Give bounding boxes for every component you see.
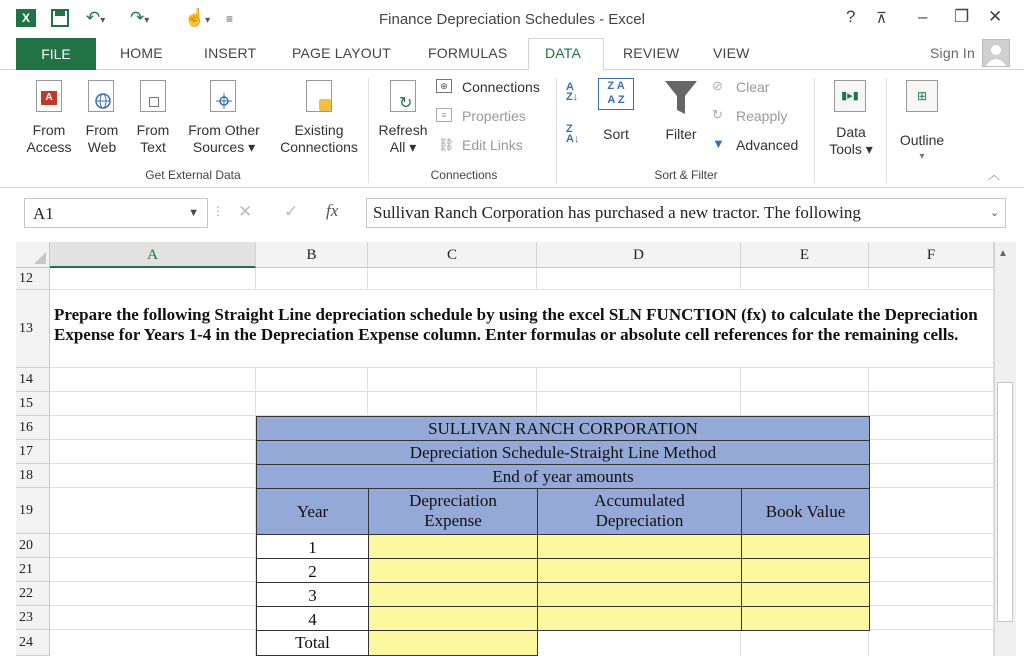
avatar[interactable] bbox=[982, 39, 1010, 67]
book-value-input[interactable] bbox=[741, 558, 870, 583]
row-header-24[interactable]: 24 bbox=[16, 630, 50, 656]
row-header-21[interactable]: 21 bbox=[16, 558, 50, 582]
sort-z-a-icon[interactable]: Z A↓ bbox=[566, 123, 580, 145]
edit-links-icon: ⛓ bbox=[438, 137, 455, 152]
schedule-period[interactable]: End of year amounts bbox=[256, 464, 870, 489]
outline-icon: ⊞ bbox=[906, 80, 938, 112]
book-value-input[interactable] bbox=[741, 606, 870, 631]
depreciation-expense-input[interactable] bbox=[368, 582, 538, 607]
sign-in-link[interactable]: Sign In bbox=[930, 45, 975, 61]
row-header-23[interactable]: 23 bbox=[16, 606, 50, 630]
close-icon[interactable]: ✕ bbox=[988, 7, 1003, 26]
tab-data[interactable]: DATA bbox=[545, 45, 582, 61]
gridline bbox=[367, 268, 368, 290]
group-separator bbox=[814, 78, 815, 183]
tab-insert[interactable]: INSERT bbox=[204, 45, 257, 61]
row-header-13[interactable]: 13 bbox=[16, 290, 50, 368]
collapse-ribbon-icon[interactable]: ︿ bbox=[988, 168, 1001, 182]
data-tools-label-1: Data bbox=[836, 124, 866, 140]
reapply-icon: ↻ bbox=[712, 107, 723, 122]
header-depreciation-expense-label: Depreciation Expense bbox=[409, 491, 497, 530]
column-header-e[interactable]: E bbox=[741, 242, 869, 268]
undo-icon[interactable]: ↶▾ bbox=[86, 8, 106, 27]
total-label-cell[interactable]: Total bbox=[256, 630, 369, 656]
advanced-filter-icon: ▼ bbox=[712, 136, 725, 151]
sort-icon: Z A A Z bbox=[598, 78, 634, 110]
advanced-label: Advanced bbox=[736, 137, 799, 153]
confirm-edit-icon[interactable]: ✓ bbox=[284, 202, 299, 221]
header-accumulated-depreciation[interactable] bbox=[537, 488, 742, 535]
existing-connections-button[interactable] bbox=[274, 76, 364, 162]
ribbon-data bbox=[0, 70, 1024, 188]
header-year-label: Year bbox=[296, 502, 329, 521]
row-header-15[interactable]: 15 bbox=[16, 392, 50, 416]
scroll-up-icon[interactable]: ▲ bbox=[998, 248, 1008, 259]
refresh-label-2: All ▾ bbox=[389, 139, 417, 155]
row-header-20[interactable]: 20 bbox=[16, 534, 50, 558]
help-button[interactable]: ? bbox=[846, 7, 856, 26]
edit-links-button bbox=[436, 136, 536, 156]
gridline bbox=[255, 268, 256, 290]
header-year[interactable] bbox=[256, 488, 369, 535]
depreciation-expense-input[interactable] bbox=[368, 534, 538, 559]
outline-dropdown-icon: ▾ bbox=[919, 151, 925, 162]
column-header-d[interactable]: D bbox=[537, 242, 741, 268]
customize-qat-icon[interactable]: ≡ bbox=[226, 12, 234, 26]
properties-button bbox=[436, 107, 536, 127]
clear-label: Clear bbox=[736, 79, 770, 95]
tab-view[interactable]: VIEW bbox=[713, 45, 750, 61]
row-header-18[interactable]: 18 bbox=[16, 464, 50, 488]
existing-label-2: Connections bbox=[280, 139, 358, 155]
depreciation-expense-input[interactable] bbox=[368, 558, 538, 583]
restore-icon[interactable]: ❐ bbox=[954, 7, 970, 26]
sort-label: Sort bbox=[603, 126, 629, 142]
advanced-button[interactable] bbox=[712, 136, 808, 156]
from-access-label-2: Access bbox=[26, 139, 72, 155]
clear-filter-icon: ⊘ bbox=[712, 78, 723, 93]
tab-home[interactable]: HOME bbox=[120, 45, 163, 61]
reapply-button bbox=[712, 107, 802, 127]
row-header-17[interactable]: 17 bbox=[16, 440, 50, 464]
group-separator bbox=[368, 78, 369, 183]
tab-page-layout[interactable]: PAGE LAYOUT bbox=[292, 45, 391, 61]
header-accumulated-depreciation-label: Accumulated Depreciation bbox=[594, 491, 685, 530]
name-box-value: A1 bbox=[33, 204, 54, 223]
select-all-corner[interactable] bbox=[16, 242, 50, 268]
connections-icon: ⊕ bbox=[436, 79, 452, 93]
text-file-icon bbox=[140, 80, 166, 112]
accumulated-depreciation-input[interactable] bbox=[537, 606, 742, 631]
properties-icon: ≡ bbox=[436, 108, 452, 122]
filter-button[interactable] bbox=[656, 78, 706, 158]
schedule-company-title[interactable]: SULLIVAN RANCH CORPORATION bbox=[256, 416, 870, 441]
from-text-label-2: Text bbox=[140, 139, 166, 155]
formula-bar-grip-icon[interactable]: ⋮ bbox=[212, 204, 224, 218]
group-separator bbox=[886, 78, 887, 183]
connections-button[interactable] bbox=[436, 78, 550, 98]
column-header-c[interactable]: C bbox=[368, 242, 537, 268]
group-label-get-external-data: Get External Data bbox=[145, 168, 241, 182]
formula-bar bbox=[16, 198, 1006, 230]
tab-review[interactable]: REVIEW bbox=[623, 45, 680, 61]
from-other-label-1: From Other bbox=[188, 122, 260, 138]
existing-connections-icon bbox=[306, 80, 332, 112]
window-title: Finance Depreciation Schedules - Excel bbox=[379, 11, 645, 28]
edit-links-label: Edit Links bbox=[462, 137, 523, 153]
row-header-16[interactable]: 16 bbox=[16, 416, 50, 440]
from-access-label-1: From bbox=[32, 122, 66, 138]
from-web-button[interactable] bbox=[80, 76, 124, 162]
from-access-button[interactable] bbox=[24, 76, 74, 162]
total-depreciation-input[interactable] bbox=[368, 630, 538, 656]
gridline bbox=[50, 289, 994, 290]
data-tools-button[interactable] bbox=[822, 78, 880, 164]
refresh-icon: ↻ bbox=[390, 80, 416, 112]
instructions-text[interactable]: Prepare the following Straight Line depreciation schedule by using the excel SLN FUNCTION (fx) to calculate the Depreciation Expense for Years 1-4 in the Depreciation Expense column. Enter formulas or absolute cell references for the remaining cells. bbox=[54, 305, 978, 344]
sort-a-z-icon[interactable]: A Z↓ bbox=[566, 81, 579, 103]
refresh-all-button[interactable] bbox=[374, 76, 432, 162]
schedule-subtitle[interactable]: Depreciation Schedule-Straight Line Method bbox=[256, 440, 870, 465]
web-icon bbox=[88, 80, 114, 112]
book-value-input[interactable] bbox=[741, 582, 870, 607]
gridline bbox=[50, 391, 994, 392]
year-cell[interactable]: 4 bbox=[256, 606, 369, 631]
gridline bbox=[740, 268, 741, 290]
header-book-value-label: Book Value bbox=[765, 502, 846, 521]
from-web-label-2: Web bbox=[87, 139, 117, 155]
outline-label: Outline bbox=[899, 132, 945, 148]
worksheet-grid[interactable] bbox=[16, 242, 994, 656]
column-header-a[interactable]: A bbox=[50, 242, 256, 268]
tab-file[interactable]: FILE bbox=[16, 38, 96, 70]
data-tools-icon: ▮▸▮ bbox=[834, 80, 866, 112]
group-label-sort-filter: Sort & Filter bbox=[654, 168, 718, 182]
filter-label: Filter bbox=[665, 126, 697, 142]
group-label-connections: Connections bbox=[430, 168, 498, 182]
group-separator bbox=[556, 78, 557, 183]
header-depreciation-expense[interactable] bbox=[368, 488, 538, 535]
book-value-input[interactable] bbox=[741, 534, 870, 559]
existing-label-1: Existing bbox=[294, 122, 344, 138]
ribbon-tabs bbox=[0, 38, 1024, 70]
name-box[interactable] bbox=[24, 198, 208, 228]
from-other-label-2: Sources ▾ bbox=[192, 139, 256, 155]
scrollbar-thumb[interactable] bbox=[997, 382, 1013, 622]
gridline bbox=[50, 367, 994, 368]
year-cell[interactable]: 1 bbox=[256, 534, 369, 559]
filter-icon bbox=[664, 80, 698, 116]
data-tools-label-2: Tools ▾ bbox=[829, 141, 873, 157]
accumulated-depreciation-input[interactable] bbox=[537, 582, 742, 607]
year-cell[interactable]: 2 bbox=[256, 558, 369, 583]
other-sources-icon bbox=[210, 80, 236, 112]
outline-button[interactable] bbox=[892, 78, 952, 164]
touch-mode-icon[interactable]: ☝▾ bbox=[184, 8, 211, 27]
redo-icon[interactable]: ↷▾ bbox=[130, 8, 150, 27]
gridline bbox=[536, 268, 537, 290]
header-book-value[interactable] bbox=[741, 488, 870, 535]
excel-logo-icon: X bbox=[16, 9, 36, 27]
row-header-12[interactable]: 12 bbox=[16, 268, 50, 290]
row-header-14[interactable]: 14 bbox=[16, 368, 50, 392]
gridline bbox=[868, 268, 869, 290]
expand-formula-bar-icon[interactable]: ⌄ bbox=[990, 207, 1000, 219]
from-other-sources-button[interactable] bbox=[182, 76, 266, 162]
depreciation-expense-input[interactable] bbox=[368, 606, 538, 631]
clear-button bbox=[712, 78, 802, 98]
properties-label: Properties bbox=[462, 108, 526, 124]
cancel-edit-icon[interactable]: ✕ bbox=[238, 202, 253, 221]
from-web-label-1: From bbox=[85, 122, 119, 138]
row-header-22[interactable]: 22 bbox=[16, 582, 50, 606]
accumulated-depreciation-input[interactable] bbox=[537, 534, 742, 559]
access-icon: A bbox=[36, 80, 62, 112]
title-bar bbox=[0, 0, 1024, 38]
column-header-b[interactable]: B bbox=[256, 242, 368, 268]
reapply-label: Reapply bbox=[736, 108, 788, 124]
insert-function-icon[interactable]: fx bbox=[326, 201, 339, 220]
formula-input[interactable]: Sullivan Ranch Corporation has purchased a new tractor. The following bbox=[366, 198, 1006, 228]
ribbon-display-icon[interactable]: ⊼ bbox=[876, 10, 887, 27]
accumulated-depreciation-input[interactable] bbox=[537, 558, 742, 583]
row-header-19[interactable]: 19 bbox=[16, 488, 50, 534]
column-header-f[interactable]: F bbox=[869, 242, 994, 268]
minimize-icon[interactable]: – bbox=[918, 7, 928, 26]
year-cell[interactable]: 3 bbox=[256, 582, 369, 607]
sort-button[interactable] bbox=[596, 78, 636, 158]
refresh-label-1: Refresh bbox=[378, 122, 428, 138]
name-box-dropdown-icon[interactable]: ▼ bbox=[188, 207, 199, 219]
connections-label: Connections bbox=[462, 79, 540, 95]
from-text-button[interactable] bbox=[130, 76, 176, 162]
tab-formulas[interactable]: FORMULAS bbox=[428, 45, 508, 61]
from-text-label-1: From bbox=[136, 122, 170, 138]
